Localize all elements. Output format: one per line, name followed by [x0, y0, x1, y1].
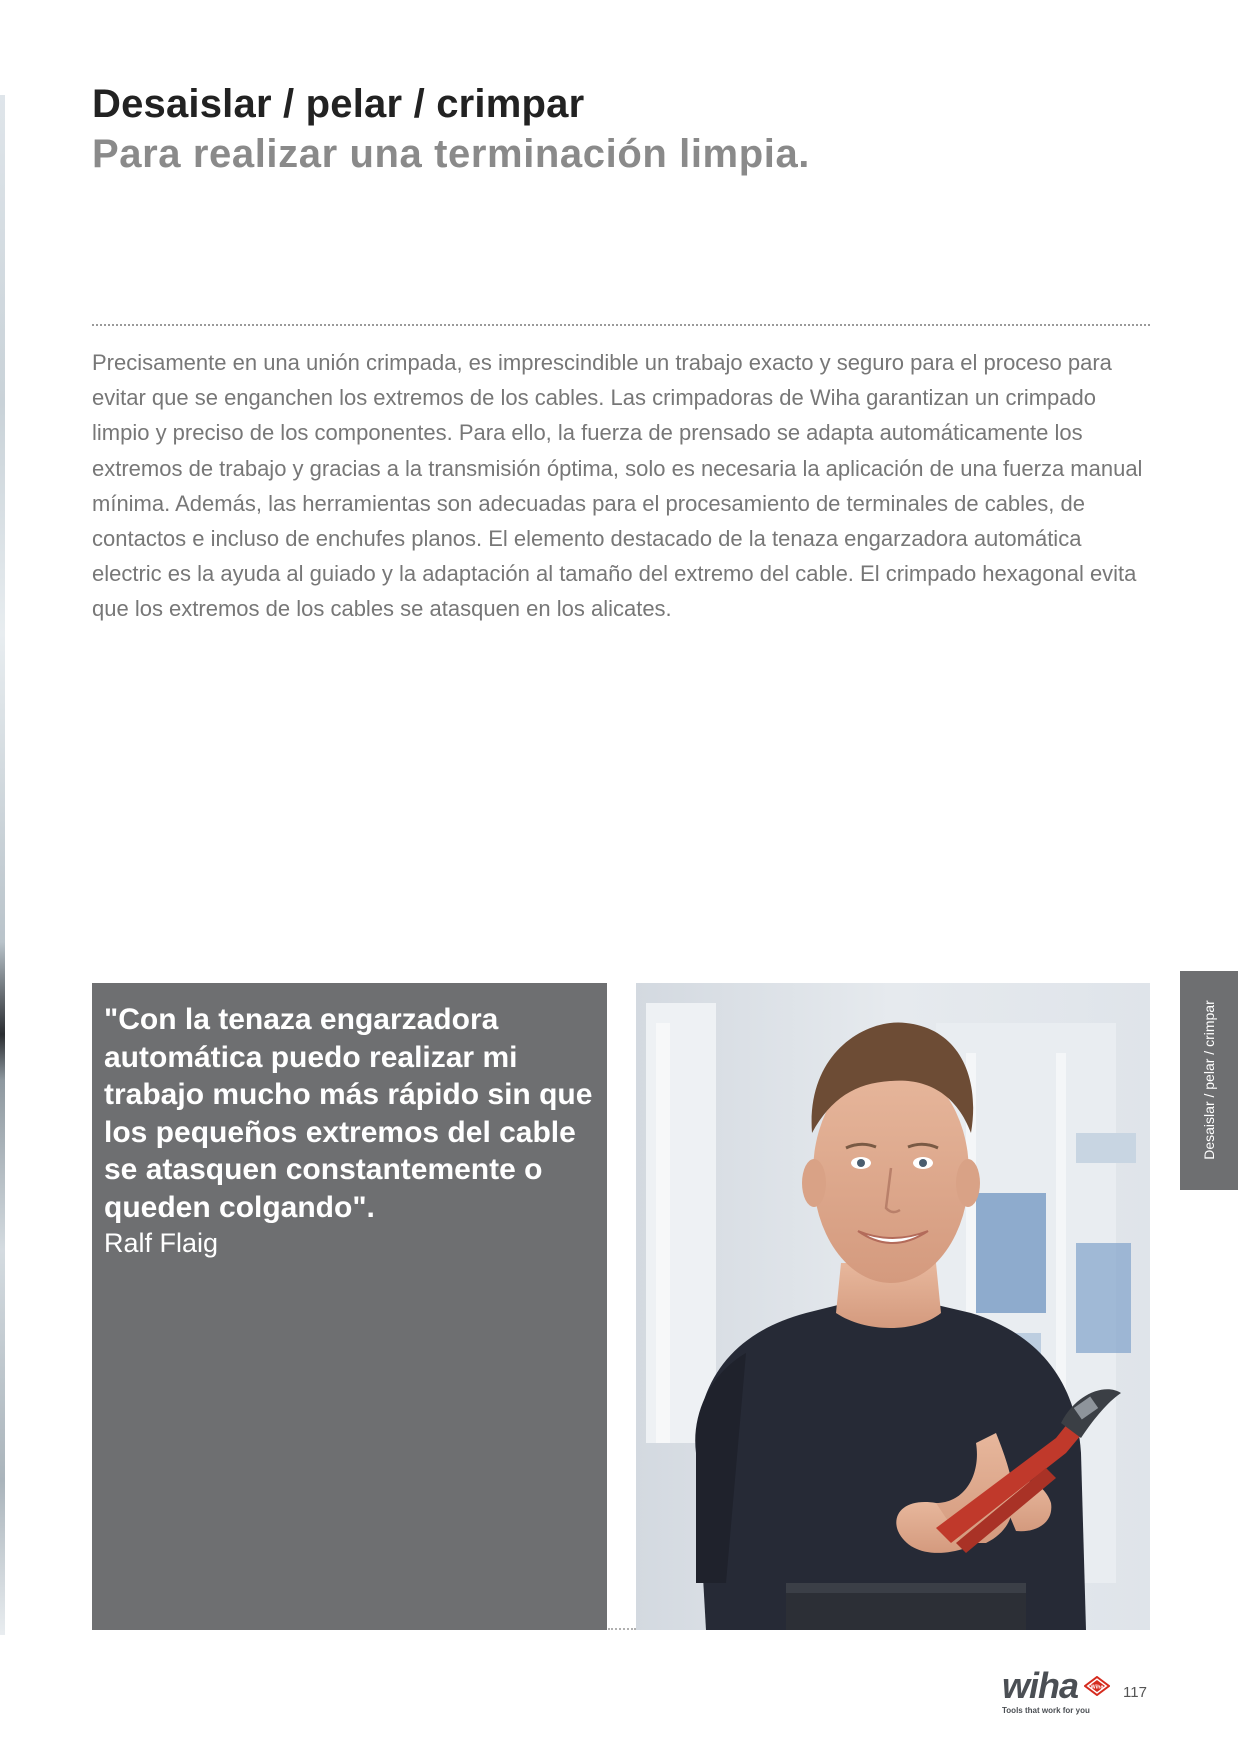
body-paragraph: Precisamente en una unión crimpada, es imprescindible un trabajo exacto y seguro para el proceso para evitar que se enganchen los extremos de los cables. Las crimpadoras de Wiha garantizan un crimpado limpio y preciso de los componentes. Para ello, la fuerza de prensado se adapta automáticamente los extremos de trabajo y gracias a la transmisión óptima, solo es necesaria la aplicación de una fuerza manual mínima. Además, las herramientas son adecuadas para el procesamiento de terminales de cables, de contactos e incluso de enchufes planos. El elemento destacado de la tenaza engarzadora automática electric es la ayuda al guiado y la adaptación al tamaño del extremo del cable. El crimpado hexagonal evita que los extremos de los cables se atasquen en los alicates. [92, 350, 1143, 622]
photo-divider-dots [608, 1628, 636, 1630]
logo-emblem-text: Wiha [1090, 1684, 1104, 1691]
portrait-photo-icon [636, 983, 1150, 1630]
testimonial-quote: "Con la tenaza engarzadora automática puedo realizar mi trabajo mucho más rápido sin que los pequeños extremos del cable se atasquen constantemente o queden colgando". [104, 1003, 593, 1224]
wiha-emblem-icon [1084, 1676, 1110, 1696]
testimonial-box [92, 983, 607, 1630]
page-number: 117 [1123, 1684, 1147, 1701]
left-edge-strip [0, 95, 5, 1635]
testimonial-author: Ralf Flaig [104, 1228, 219, 1258]
logo-wordmark: wiha [1002, 1665, 1079, 1706]
dotted-divider [92, 324, 1150, 326]
wiha-logo [1002, 1665, 1112, 1716]
side-tab-label: Desaislar / pelar / crimpar [1201, 1000, 1217, 1160]
page-title: Desaislar / pelar / crimpar [92, 82, 585, 126]
logo-tagline: Tools that work for you [1002, 1706, 1090, 1715]
section-side-tab[interactable] [1180, 971, 1238, 1190]
page-subtitle: Para realizar una terminación limpia. [92, 132, 811, 176]
